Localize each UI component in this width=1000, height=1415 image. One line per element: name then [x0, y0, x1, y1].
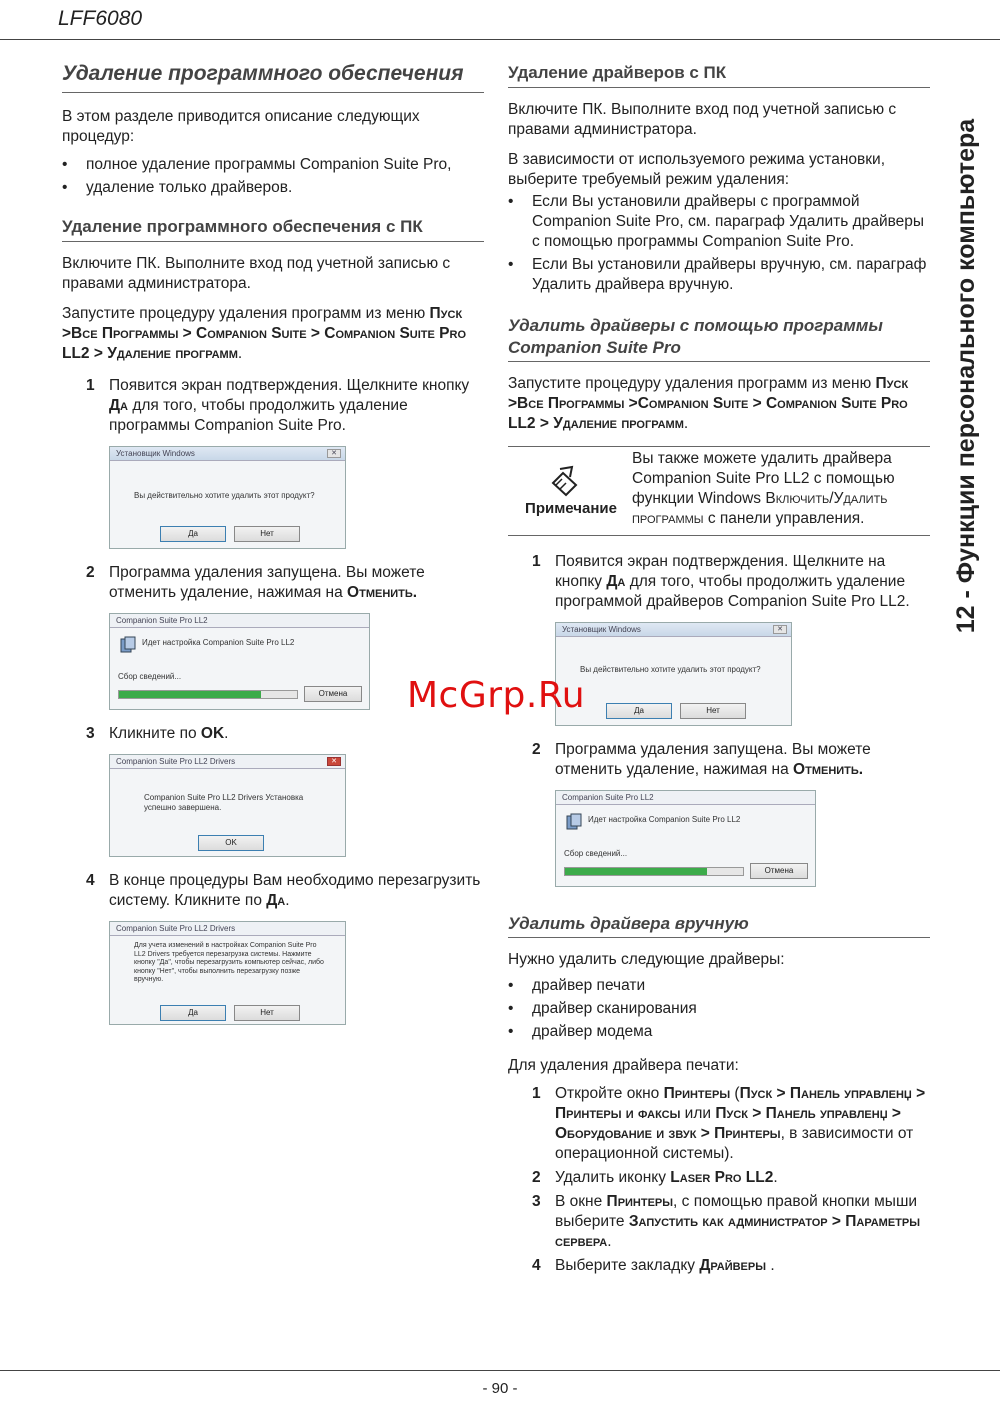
manual-step-4: [508, 1256, 930, 1276]
menu-path-paragraph: [62, 304, 484, 364]
progress-fill: [119, 691, 261, 698]
manual-step-1: [508, 1084, 930, 1164]
ok-label: OK: [200, 725, 225, 742]
success-dialog-screenshot: [109, 754, 346, 857]
manual-step-2: [508, 1168, 930, 1188]
list-item: • Если Вы установили драйверы вручную, см. параграф Удалить драйвера вручную.: [508, 255, 930, 295]
paragraph-text: Запустите процедуру удаления программ из меню: [508, 375, 872, 392]
chapter-side-tab: [941, 62, 991, 690]
step-number: 1: [532, 1085, 541, 1102]
cancel-label: Отменить.: [347, 584, 418, 601]
paragraph: Включите ПК. Выполните вход под учетной записью с правами администратора.: [62, 255, 451, 292]
no-button[interactable]: Нет: [234, 526, 300, 542]
step-2: [508, 740, 930, 780]
dialog-titlebar: [556, 791, 815, 805]
step-text: Удалить иконку: [555, 1169, 666, 1186]
step-number: 2: [532, 741, 541, 758]
dialog-title: Установщик Windows: [116, 449, 195, 458]
no-button[interactable]: Нет: [234, 1005, 300, 1021]
cancel-button[interactable]: Отмена: [304, 686, 362, 702]
model-name: LFF6080: [58, 7, 143, 30]
dialog-title: Установщик Windows: [562, 625, 641, 634]
note-text-part: Вы также можете удалить драйвера Companion Suite Pro LL2 с помощью функции Windows: [632, 450, 895, 507]
step-number: 1: [532, 553, 541, 570]
confirm-dialog-screenshot: [109, 446, 346, 549]
left-column: [62, 58, 484, 1025]
dialog-message: Для учета изменений в настройках Companion Suite Pro LL2 Drivers требуется перезагрузка системы. Нажмите кнопку "Да", чтобы перезагрузить компьютер сейчас, либо кнопку "Нет", чтобы выполнить перезагрузку позже вручную.: [134, 942, 324, 983]
dialog-message: Вы действительно хотите удалить этот продукт?: [134, 491, 315, 500]
dialog-message: Идет настройка Companion Suite Pro LL2: [588, 815, 741, 824]
note-pencil-icon: [548, 463, 582, 497]
section-title: Удаление драйверов с ПК: [508, 62, 930, 88]
list-item: • Если Вы установили драйверы с программой Companion Suite Pro, см. параграф Удалить драйверы с помощью программы Companion Suite Pro.: [508, 192, 930, 252]
section-title: Удаление программного обеспечения: [62, 60, 484, 93]
note-text-part: с панели управления.: [707, 510, 865, 527]
no-button[interactable]: Нет: [680, 703, 746, 719]
progress-dialog-screenshot: [555, 790, 816, 887]
progress-dialog-screenshot: [109, 613, 370, 710]
step-text: Программа удаления запущена. Вы можете отменить удаление, нажимая на: [109, 564, 425, 601]
paragraph-text: Запустите процедуру удаления программ из меню: [62, 305, 426, 322]
control-panel-item: Включить/Удалить программы: [632, 490, 888, 527]
step-text: Выберите закладку: [555, 1257, 696, 1274]
driver-modes-list: [508, 192, 930, 295]
step-4: [62, 871, 484, 911]
step-2: [62, 563, 484, 603]
ok-button[interactable]: OK: [198, 835, 264, 851]
step-text: , с помощью правой кнопки мыши выберите: [555, 1193, 918, 1230]
step-text: Кликните по: [109, 725, 197, 742]
step-text: Появится экран подтверждения. Щелкните кнопку: [109, 377, 470, 394]
punct: .: [237, 345, 243, 362]
yes-label: Да: [266, 892, 286, 909]
punct: (: [734, 1085, 740, 1102]
reboot-dialog-screenshot: [109, 921, 346, 1025]
note-text: [632, 449, 930, 529]
punct: .: [770, 1257, 775, 1274]
dialog-titlebar: [110, 755, 345, 769]
dialog-title: Companion Suite Pro LL2: [562, 793, 654, 802]
list-item: • драйвер сканирования: [508, 999, 930, 1019]
dialog-titlebar: [110, 614, 369, 628]
progress-fill: [565, 868, 707, 875]
dialog-titlebar: [110, 447, 345, 461]
dialog-message: Вы действительно хотите удалить этот продукт?: [580, 665, 761, 674]
step-number: 4: [532, 1257, 541, 1274]
dialog-message: Companion Suite Pro LL2 Drivers Установка успешно завершена.: [144, 793, 304, 812]
page-header: [0, 0, 1000, 40]
step-text: Программа удаления запущена. Вы можете отменить удаление, нажимая на: [555, 741, 871, 778]
punct: .: [683, 415, 689, 432]
paragraph: В зависимости от используемого режима установки, выберите требуемый режим удаления:: [508, 151, 886, 188]
chapter-title: 12 - Функции персонального компьютера: [952, 118, 980, 634]
dialog-titlebar: [110, 922, 345, 936]
note-label: Примечание: [525, 500, 617, 517]
step-text: или: [684, 1105, 712, 1122]
list-item: • удаление только драйверов.: [62, 178, 484, 198]
ui-label: Драйверы: [699, 1257, 766, 1274]
status-text: Сбор сведений...: [118, 672, 182, 681]
menu-path: Пуск >Все Программы > Companion Suite > Companion Suite Pro LL2 > Удаление программ: [62, 305, 466, 362]
step-text: для того, чтобы продолжить удаление программы Companion Suite Pro.: [109, 397, 408, 434]
step-number: 2: [86, 564, 95, 581]
close-icon[interactable]: ✕: [773, 625, 787, 634]
cancel-label: Отменить.: [793, 761, 864, 778]
subsection-title: Удалить драйвера вручную: [508, 913, 930, 938]
progress-bar: [118, 690, 298, 699]
punct: .: [224, 725, 229, 742]
cancel-button[interactable]: Отмена: [750, 863, 808, 879]
step-3: [62, 724, 484, 744]
step-text: Откройте окно: [555, 1085, 660, 1102]
intro-paragraph: В этом разделе приводится описание следующих процедур:: [62, 108, 420, 145]
page-footer: [0, 1370, 1000, 1397]
menu-path: Пуск >Все Программы >Companion Suite > Companion Suite Pro LL2 > Удаление программ: [508, 375, 909, 432]
paragraph: Включите ПК. Выполните вход под учетной записью с правами администратора.: [508, 101, 897, 138]
watermark: McGrp.Ru: [407, 675, 586, 716]
page-number: - 90 -: [482, 1380, 518, 1397]
yes-button[interactable]: Да: [160, 526, 226, 542]
step-1: [508, 552, 930, 612]
dialog-message: Идет настройка Companion Suite Pro LL2: [142, 638, 295, 647]
installer-icon: [120, 636, 136, 654]
step-text: Появится экран подтверждения. Щелкните на кнопку: [555, 553, 886, 590]
yes-button[interactable]: Да: [160, 1005, 226, 1021]
close-icon[interactable]: ✕: [327, 757, 341, 766]
list-item: • драйвер печати: [508, 976, 930, 996]
yes-label: Да: [109, 397, 128, 414]
confirm-dialog-screenshot: [555, 622, 792, 726]
close-icon[interactable]: ✕: [327, 449, 341, 458]
step-1: [62, 376, 484, 436]
installer-icon: [566, 813, 582, 831]
ui-label: Laser Pro LL2: [670, 1169, 774, 1186]
step-number: 2: [532, 1169, 541, 1186]
dialog-titlebar: [556, 623, 791, 637]
menu-path: Пуск > Панель управленџ > Принтеры и факсы: [555, 1085, 926, 1122]
punct: .: [607, 1233, 612, 1250]
list-item: • полное удаление программы Companion Suite Pro,: [62, 155, 484, 175]
yes-label: Да: [606, 573, 626, 590]
subsection-title: Удалить драйверы с помощью программы Companion Suite Pro: [508, 315, 930, 362]
list-item: • драйвер модема: [508, 1022, 930, 1042]
step-number: 3: [86, 725, 95, 742]
menu-path: Пуск > Панель управленџ > Оборудование и звук > Принтеры: [555, 1105, 901, 1142]
note-box: [508, 446, 930, 536]
manual-step-3: [508, 1192, 930, 1252]
step-text: В окне: [555, 1193, 603, 1210]
step-number: 1: [86, 377, 95, 394]
paragraph: Для удаления драйвера печати:: [508, 1057, 739, 1074]
step-text: , в зависимости от операционной системы).: [555, 1125, 914, 1162]
drivers-list: [508, 976, 930, 1042]
dialog-title: Companion Suite Pro LL2 Drivers: [116, 757, 236, 766]
menu-path-paragraph: [508, 374, 930, 434]
step-number: 4: [86, 872, 95, 889]
status-text: Сбор сведений...: [564, 849, 628, 858]
step-text: для того, чтобы продолжить удаление программой драйверов Companion Suite Pro LL2.: [555, 573, 910, 610]
step-number: 3: [532, 1193, 541, 1210]
ui-label: Принтеры: [663, 1085, 731, 1102]
punct: .: [773, 1169, 778, 1186]
menu-path: Запустить как администратор > Параметры сервера: [555, 1213, 920, 1250]
step-text: В конце процедуры Вам необходимо перезагрузить систему. Кликните по: [109, 872, 481, 909]
intro-list: [62, 155, 484, 198]
subsection-title: Удаление программного обеспечения с ПК: [62, 216, 484, 242]
ui-label: Принтеры: [606, 1193, 674, 1210]
right-column: [508, 58, 930, 1276]
progress-bar: [564, 867, 744, 876]
dialog-title: Companion Suite Pro LL2 Drivers: [116, 924, 236, 933]
yes-button[interactable]: Да: [606, 703, 672, 719]
paragraph: Нужно удалить следующие драйверы:: [508, 951, 785, 968]
punct: .: [285, 892, 290, 909]
dialog-title: Companion Suite Pro LL2: [116, 616, 208, 625]
